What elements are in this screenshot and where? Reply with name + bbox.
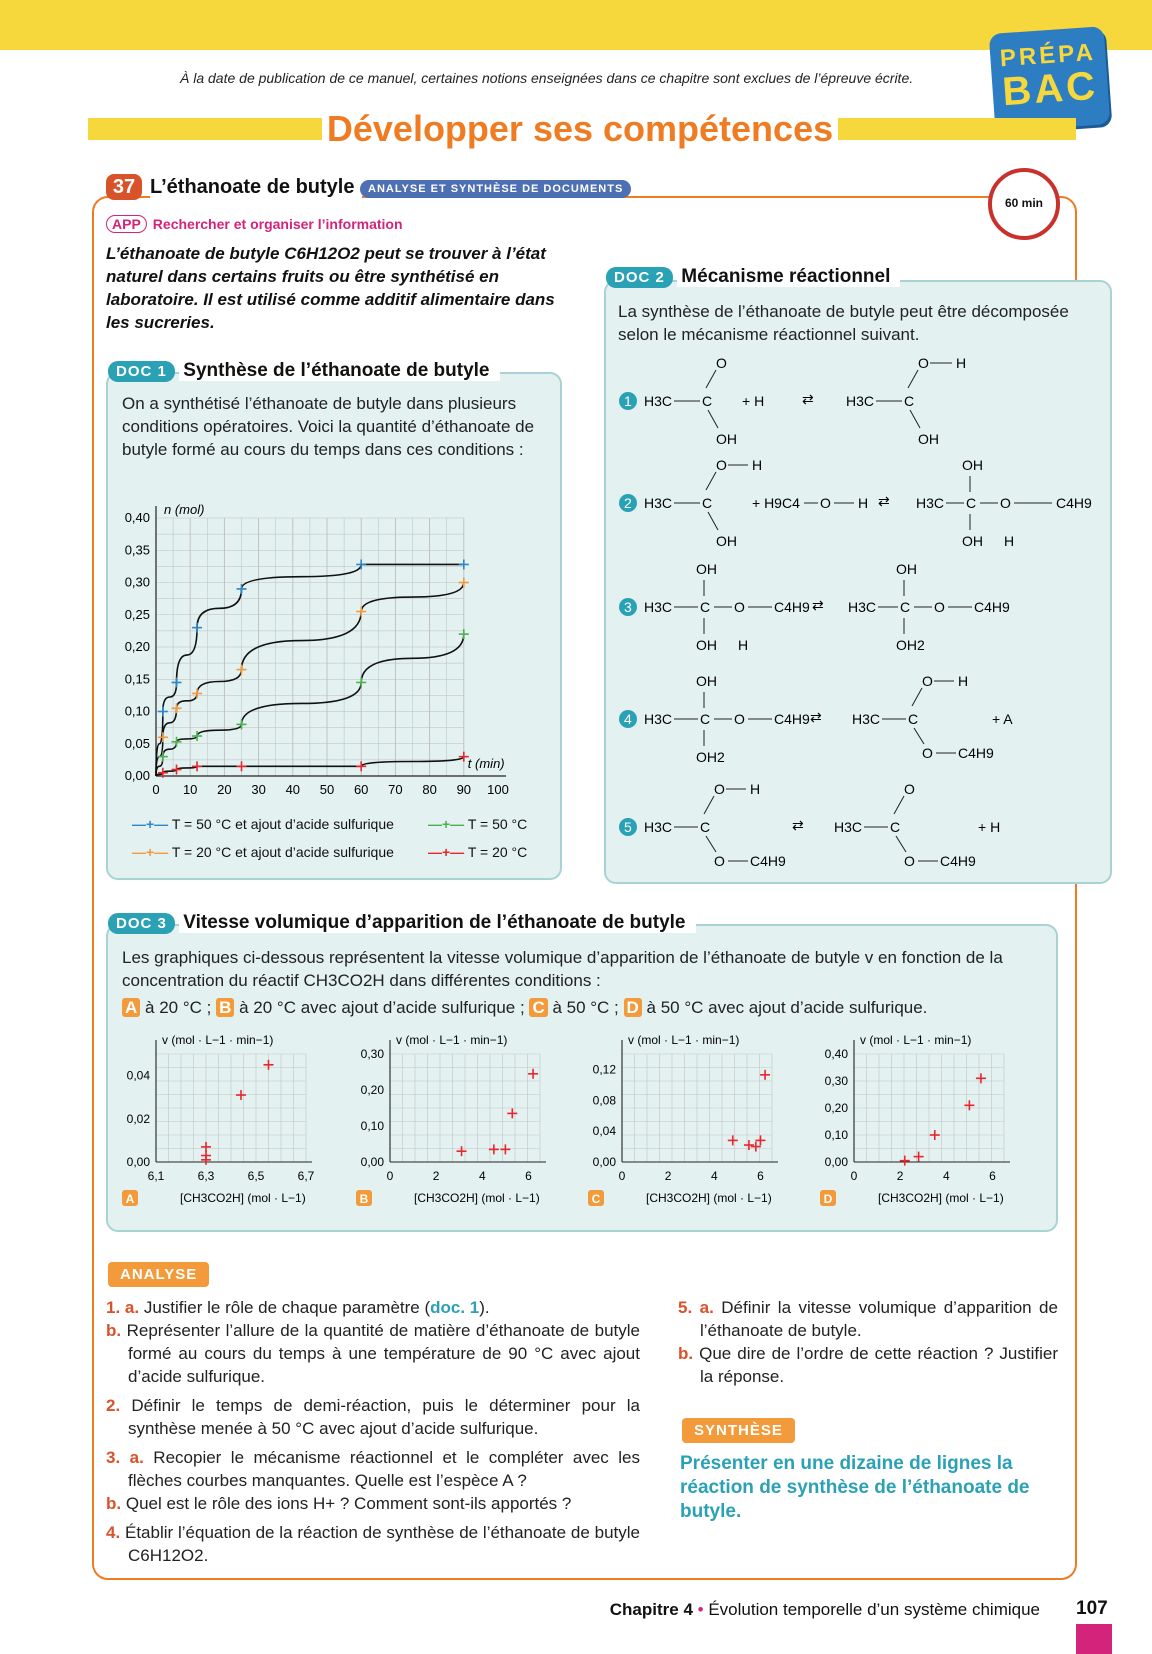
chart-badge-label: D: [823, 1192, 833, 1206]
data-point: [201, 1142, 211, 1152]
data-point: [900, 1156, 910, 1166]
svg-text:O: O: [922, 673, 933, 689]
x-tick-label: 6: [989, 1169, 996, 1183]
legend-item-orange: —+— T = 20 °C et ajout d’acide sulfurique: [132, 844, 394, 860]
svg-text:C: C: [890, 819, 901, 835]
y-axis-label: v (mol · L−1 · min−1): [162, 1033, 274, 1047]
x-tick-label: 6,3: [197, 1169, 215, 1183]
y-axis-label: v (mol · L−1 · min−1): [628, 1033, 740, 1047]
svg-text:C4H9: C4H9: [774, 711, 810, 727]
y-tick-label: 0,20: [360, 1083, 384, 1097]
doc1-text: On a synthétisé l’éthanoate de butyle dans plusieurs conditions opératoires. Voici la quantité d’éthanoate de butyle formé au cours du temps dans ces conditions :: [122, 394, 535, 459]
legend-item-green: —+— T = 50 °C: [428, 816, 528, 832]
svg-text:O: O: [716, 355, 727, 371]
svg-text:H: H: [750, 781, 761, 797]
app-tag: APP: [106, 215, 147, 233]
x-tick-label: 2: [664, 1169, 672, 1183]
y-tick-label: 0,00: [592, 1155, 616, 1169]
data-point: [930, 1130, 940, 1140]
data-point: [158, 732, 168, 742]
y-tick-label: 0,02: [126, 1111, 150, 1126]
svg-text:+ H9C4: + H9C4: [752, 495, 800, 511]
doc3-charts: [110, 1030, 1050, 1220]
data-point: [914, 1152, 924, 1162]
question-4: 4. Établir l’équation de la réaction de synthèse de l’éthanoate de butyle C6H12O2.: [106, 1523, 640, 1565]
synthese-tag: SYNTHÈSE: [682, 1418, 795, 1443]
doc3-tag: DOC 3: [108, 913, 175, 934]
data-point: [158, 707, 168, 717]
x-tick-label: 30: [251, 782, 266, 797]
data-point: [264, 1060, 274, 1070]
x-tick-label: 90: [456, 782, 472, 797]
question-1b: b. Représenter l’allure de la quantité de matière d’éthanoate de butyle formé au cours du temps à une température de 90 °C avec ajout d’acide sulfurique.: [106, 1321, 640, 1386]
data-point: [192, 688, 202, 698]
data-point: [528, 1069, 538, 1079]
x-axis-label: t (min): [467, 756, 505, 771]
y-axis-label: v (mol · L−1 · min−1): [396, 1033, 508, 1047]
svg-text:H3C: H3C: [644, 495, 673, 511]
svg-text:C4H9: C4H9: [750, 853, 786, 869]
svg-text:3: 3: [624, 599, 632, 615]
legend-item-blue: —+— T = 50 °C et ajout d’acide sulfurique: [132, 816, 394, 832]
svg-text:+ A: + A: [992, 711, 1013, 727]
svg-text:OH: OH: [696, 637, 717, 653]
svg-text:H3C: H3C: [644, 599, 673, 615]
data-point: [237, 584, 247, 594]
mechanism-step-1: [619, 355, 966, 447]
svg-text:O: O: [714, 781, 725, 797]
x-tick-label: 20: [217, 782, 232, 797]
svg-text:+ H: + H: [978, 819, 1001, 835]
y-tick-label: 0,25: [124, 606, 150, 622]
y-tick-label: 0,04: [592, 1124, 616, 1139]
svg-text:C4H9: C4H9: [940, 853, 976, 869]
svg-text:OH2: OH2: [696, 749, 725, 765]
data-point: [500, 1144, 510, 1154]
svg-text:H3C: H3C: [834, 819, 863, 835]
doc1-tag: DOC 1: [108, 361, 175, 382]
x-tick-label: 6,1: [147, 1169, 165, 1183]
chart-badge-label: A: [125, 1192, 135, 1206]
data-point: [237, 665, 247, 675]
x-tick-label: 4: [478, 1169, 486, 1183]
y-tick-label: 0,00: [126, 1155, 150, 1169]
page-number: 107: [1076, 1598, 1108, 1619]
svg-text:+ H: + H: [742, 393, 765, 409]
svg-text:C: C: [900, 599, 911, 615]
scatter-chart-A: [122, 1033, 315, 1206]
x-tick-label: 6: [525, 1169, 532, 1183]
y-tick-label: 0,10: [824, 1128, 848, 1142]
mechanism-step-2: [619, 457, 1092, 549]
mechanism-diagram: [612, 348, 1102, 878]
prepa-line2: BAC: [1000, 63, 1100, 115]
svg-text:C4H9: C4H9: [1056, 495, 1092, 511]
svg-text:O: O: [1000, 495, 1011, 511]
svg-text:H: H: [738, 637, 749, 653]
svg-text:4: 4: [624, 711, 632, 727]
chart-badge-label: C: [591, 1192, 601, 1206]
y-tick-label: 0,30: [360, 1047, 384, 1061]
y-tick-label: 0,20: [824, 1101, 848, 1115]
mechanism-step-5: [619, 781, 1000, 869]
svg-text:O: O: [918, 355, 929, 371]
y-tick-label: 0,10: [360, 1119, 384, 1133]
title-bar-right: [838, 118, 1076, 140]
questions-right: [678, 1296, 1058, 1388]
footer: Chapitre 4 • Évolution temporelle d’un système chimique: [609, 1600, 1040, 1619]
svg-text:⇄: ⇄: [812, 597, 824, 613]
x-tick-label: 0: [386, 1169, 394, 1183]
y-tick-label: 0,15: [124, 671, 150, 687]
y-tick-label: 0,20: [124, 639, 150, 654]
question-5b: b. Que dire de l’ordre de cette réaction ? Justifier la réponse.: [678, 1344, 1058, 1386]
app-text: Rechercher et organiser l’information: [152, 216, 403, 232]
x-axis-label: [CH3CO2H] (mol · L−1): [180, 1191, 306, 1205]
x-tick-label: 60: [353, 782, 369, 797]
x-tick-label: 6,5: [247, 1169, 265, 1183]
y-tick-label: 0,35: [124, 542, 150, 558]
y-tick-label: 0,40: [824, 1047, 848, 1061]
scatter-chart-B: [356, 1033, 546, 1206]
svg-text:1: 1: [624, 393, 632, 409]
doc2-text: La synthèse de l’éthanoate de butyle peut être décomposée selon le mécanisme réactionnel suivant.: [618, 302, 1069, 344]
svg-text:H: H: [958, 673, 969, 689]
svg-text:H: H: [752, 457, 763, 473]
doc1-chart: [110, 496, 550, 806]
doc1-header: [108, 360, 500, 382]
svg-text:H3C: H3C: [852, 711, 881, 727]
svg-text:O: O: [714, 853, 725, 869]
svg-text:C4H9: C4H9: [974, 599, 1010, 615]
svg-text:C: C: [700, 599, 711, 615]
svg-text:H3C: H3C: [848, 599, 877, 615]
y-tick-label: 0,10: [124, 703, 150, 719]
doc2-title: Mécanisme réactionnel: [677, 266, 900, 287]
data-point: [192, 761, 202, 771]
doc3-header: [108, 912, 696, 934]
svg-text:O: O: [934, 599, 945, 615]
x-tick-label: 0: [152, 782, 160, 797]
svg-text:⇄: ⇄: [878, 493, 890, 509]
y-tick-label: 0,00: [360, 1155, 384, 1169]
x-tick-label: 50: [319, 782, 335, 797]
legend-item-red: —+— T = 20 °C: [428, 844, 528, 860]
mechanism-step-3: [619, 561, 1010, 653]
x-tick-label: 2: [896, 1169, 904, 1183]
doc3-text: Les graphiques ci-dessous représentent la vitesse volumique d’apparition de l’éthanoate de butyle v en fonction de la concentration du réactif CH3CO2H dans différentes conditions :: [122, 948, 1003, 990]
exercise-intro: L’éthanoate de butyle C6H12O2 peut se trouver à l’état naturel dans certains fruits ou être synthétisé en laboratoire. Il est utilisé comme additif alimentaire dans les sucreries.: [106, 244, 555, 332]
questions-left: [106, 1296, 640, 1567]
x-tick-label: 40: [285, 782, 301, 797]
timer-label: 60 min: [1004, 196, 1043, 210]
doc3-conditions: A à 20 °C ; B à 20 °C avec ajout d’acide sulfurique ; C à 50 °C ; D à 50 °C avec ajout d’acide sulfurique.: [122, 996, 1042, 1019]
doc1-title: Synthèse de l’éthanoate de butyle: [179, 360, 499, 381]
y-tick-label: 0,08: [592, 1093, 616, 1108]
svg-text:OH: OH: [716, 533, 737, 549]
data-point: [237, 761, 247, 771]
app-line: [106, 216, 403, 232]
x-axis-label: [CH3CO2H] (mol · L−1): [646, 1191, 772, 1205]
x-axis-label: [CH3CO2H] (mol · L−1): [878, 1191, 1004, 1205]
svg-text:H: H: [956, 355, 967, 371]
x-tick-label: 0: [850, 1169, 858, 1183]
x-tick-label: 10: [182, 782, 198, 797]
doc3-title: Vitesse volumique d’apparition de l’éthanoate de butyle: [179, 912, 695, 933]
x-tick-label: 6: [757, 1169, 764, 1183]
page-title: Développer ses compétences: [326, 108, 834, 149]
data-point: [755, 1135, 765, 1145]
scatter-chart-C: [588, 1033, 778, 1206]
svg-text:O: O: [904, 781, 915, 797]
data-point: [356, 761, 366, 771]
doc2-tag: DOC 2: [606, 267, 673, 288]
svg-text:5: 5: [624, 819, 632, 835]
svg-text:O: O: [904, 853, 915, 869]
svg-text:C: C: [966, 495, 977, 511]
svg-text:H3C: H3C: [916, 495, 945, 511]
y-axis-label: v (mol · L−1 · min−1): [860, 1033, 972, 1047]
data-point: [236, 1090, 246, 1100]
y-tick-label: 0,00: [824, 1155, 848, 1169]
top-band: [0, 0, 1152, 50]
y-tick-label: 0,12: [592, 1062, 616, 1077]
data-point: [459, 578, 469, 588]
svg-text:C: C: [700, 819, 711, 835]
svg-text:⇄: ⇄: [810, 709, 822, 725]
svg-text:OH: OH: [962, 457, 983, 473]
data-point: [976, 1073, 986, 1083]
svg-text:OH: OH: [716, 431, 737, 447]
svg-text:O: O: [734, 599, 745, 615]
y-tick-label: 0,40: [124, 510, 150, 525]
data-point: [356, 559, 366, 569]
page-tab: [1076, 1624, 1112, 1654]
question-2: 2. Définir le temps de demi-réaction, puis le déterminer pour la synthèse menée à 50 °C avec ajout d’acide sulfurique.: [106, 1396, 640, 1438]
svg-text:⇄: ⇄: [792, 817, 804, 833]
synthese-text: Présenter en une dizaine de lignes la réaction de synthèse de l’éthanoate de butyle.: [680, 1453, 1030, 1522]
svg-text:2: 2: [624, 495, 632, 511]
svg-text:C4H9: C4H9: [774, 599, 810, 615]
x-tick-label: 70: [388, 782, 403, 797]
analyse-tag: ANALYSE: [108, 1262, 209, 1287]
x-tick-label: 6,7: [297, 1169, 315, 1183]
svg-text:OH: OH: [696, 673, 717, 689]
doc1-legend: [110, 806, 550, 866]
x-tick-label: 100: [487, 782, 509, 797]
svg-text:O: O: [734, 711, 745, 727]
x-tick-label: 2: [432, 1169, 440, 1183]
svg-text:OH: OH: [896, 561, 917, 577]
prepa-bac-badge: [989, 26, 1111, 132]
y-tick-label: 0,05: [124, 735, 150, 751]
exercise-title: L’éthanoate de butyle: [150, 176, 362, 199]
y-tick-label: 0,04: [126, 1068, 150, 1083]
analysis-pill: ANALYSE ET SYNTHÈSE DE DOCUMENTS: [360, 180, 631, 198]
question-1a: 1. a. Justifier le rôle de chaque paramètre (doc. 1).: [106, 1298, 490, 1317]
svg-text:O: O: [716, 457, 727, 473]
y-tick-label: 0,30: [124, 574, 150, 590]
x-tick-label: 80: [422, 782, 437, 797]
x-tick-label: 0: [618, 1169, 626, 1183]
svg-text:OH: OH: [962, 533, 983, 549]
svg-text:H3C: H3C: [846, 393, 875, 409]
doc2-header: [606, 266, 900, 288]
x-axis-label: [CH3CO2H] (mol · L−1): [414, 1191, 540, 1205]
question-3b: b. Quel est le rôle des ions H+ ? Comment sont-ils apportés ?: [106, 1494, 572, 1513]
publication-note: À la date de publication de ce manuel, certaines notions enseignées dans ce chapitre sont exclues de l’épreuve écrite.: [180, 70, 914, 86]
svg-text:H3C: H3C: [644, 393, 673, 409]
timer-icon: [988, 168, 1060, 240]
x-tick-label: 4: [710, 1169, 718, 1183]
svg-text:O: O: [820, 495, 831, 511]
svg-text:OH: OH: [696, 561, 717, 577]
data-point: [201, 1151, 211, 1161]
svg-text:C: C: [702, 495, 713, 511]
svg-text:OH: OH: [918, 431, 939, 447]
svg-text:C: C: [700, 711, 711, 727]
prepa-line1: PRÉPA: [999, 38, 1097, 73]
data-point: [459, 559, 469, 569]
svg-text:C: C: [908, 711, 919, 727]
svg-text:H3C: H3C: [644, 711, 673, 727]
y-tick-label: 0,30: [824, 1074, 848, 1088]
chart-badge-label: B: [359, 1192, 369, 1206]
y-tick-label: 0,00: [124, 768, 150, 783]
svg-text:OH2: OH2: [896, 637, 925, 653]
svg-text:H3C: H3C: [644, 819, 673, 835]
svg-text:⇄: ⇄: [802, 391, 814, 407]
exercise-number: 37: [106, 174, 142, 200]
data-point: [507, 1108, 517, 1118]
scatter-chart-D: [820, 1033, 1010, 1206]
data-point: [489, 1144, 499, 1154]
question-5a: 5. a. Définir la vitesse volumique d’apparition de l’éthanoate de butyle.: [678, 1298, 1058, 1340]
svg-text:H: H: [858, 495, 869, 511]
svg-text:C: C: [904, 393, 915, 409]
svg-text:C4H9: C4H9: [958, 745, 994, 761]
data-point: [728, 1135, 738, 1145]
x-tick-label: 4: [942, 1169, 950, 1183]
title-bar-left: [88, 118, 322, 140]
data-point: [760, 1070, 770, 1080]
y-axis-label: n (mol): [164, 502, 205, 517]
question-3a: 3. a. Recopier le mécanisme réactionnel et le compléter avec les flèches courbes manquantes. Quelle est l’espèce A ?: [106, 1448, 640, 1490]
mechanism-step-4: [619, 673, 1013, 765]
svg-text:H: H: [1004, 533, 1015, 549]
svg-text:O: O: [922, 745, 933, 761]
data-point: [964, 1100, 974, 1110]
svg-text:C: C: [702, 393, 713, 409]
